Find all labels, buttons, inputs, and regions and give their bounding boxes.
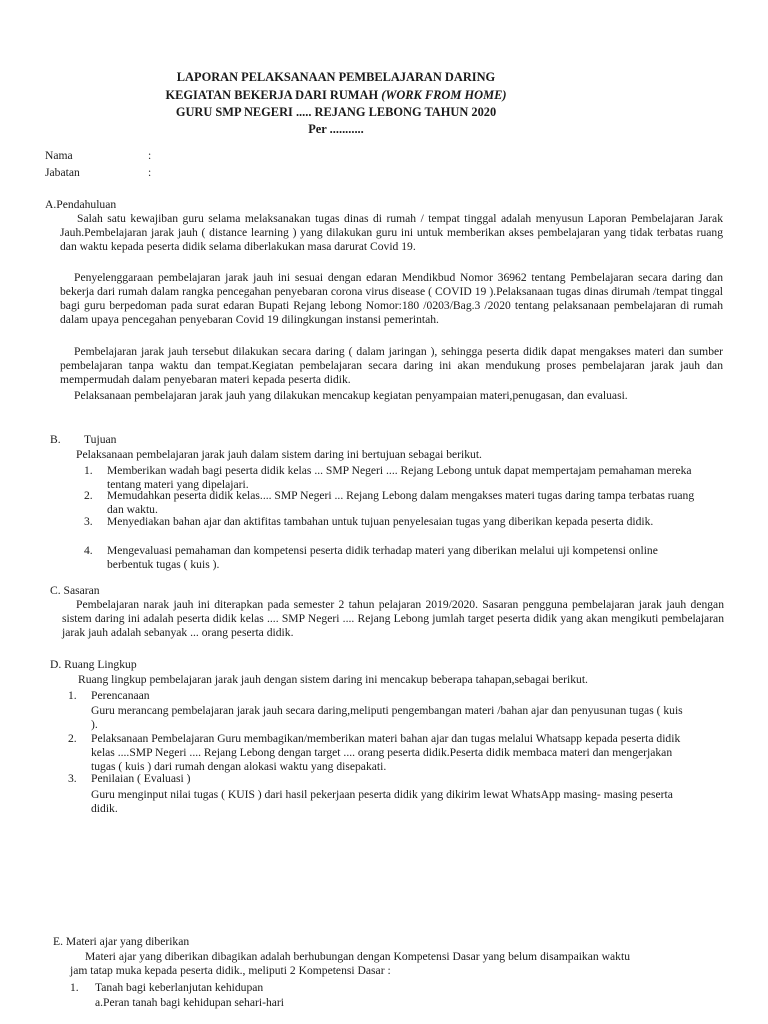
section-e-paragraph: Materi ajar yang diberikan dibagikan adalah berhubungan dengan Kompetensi Dasar yang belum disampaikan waktu jam tatap muka kepada peserta didik., meliputi 2 Kompetensi Dasar : [70,950,630,978]
section-e-heading: E. Materi ajar yang diberikan [53,935,190,948]
lingkup-item-number: 2. [68,732,77,745]
title-line-3: GURU SMP NEGERI ..... REJANG LEBONG TAHUN 2020 [175,105,497,119]
section-d-intro: Ruang lingkup pembelajaran jarak jauh dengan sistem daring ini mencakup beberapa tahapan,sebagai berikut. [78,673,588,686]
title-line-4: Per ........... [308,122,364,136]
lingkup-item-text: Guru merancang pembelajaran jarak jauh secara daring,meliputi pengembangan materi /bahan ajar dan penyusunan tugas ( kuis ). [91,704,683,732]
tujuan-item-number: 1. [84,464,93,477]
materi-subitem-text: a.Peran tanah bagi kehidupan sehari-hari [95,996,284,1009]
lingkup-item-title: Penilaian ( Evaluasi ) [91,772,191,785]
section-a-heading: A.Pendahuluan [45,198,117,211]
lingkup-item-text: Guru menginput nilai tugas ( KUIS ) dari hasil pekerjaan peserta didik yang dikirim lewat WhatsApp masing- masing peserta didik. [91,788,673,816]
section-d-heading: D. Ruang Lingkup [50,658,137,671]
tujuan-item-text: Mengevaluasi pemahaman dan kompetensi peserta didik terhadap materi yang diberikan melalui uji kompetensi online berbentuk tugas ( kuis ). [107,544,658,572]
tujuan-item-number: 3. [84,515,93,528]
section-c-paragraph: Pembelajaran narak jauh ini diterapkan pada semester 2 tahun pelajaran 2019/2020. Sasaran pengguna pembelajaran jarak jauh dengan sistem daring ini adalah peserta didik kelas .... SMP Negeri .... Rejang Lebong jumlah target peserta didik yang akan mengikuti pembelajaran jarak jauh adalah sebanyak ... orang peserta didik. [62,598,724,640]
tujuan-item-text: Memberikan wadah bagi peserta didik kelas ... SMP Negeri .... Rejang Lebong untuk dapat mempertajam pemahaman mereka tentang materi yang dipelajari. [107,464,692,492]
section-a-paragraph-4: Pelaksanaan pembelajaran jarak jauh yang dilakukan mencakup kegiatan penyampaian materi,penugasan, dan evaluasi. [74,389,628,402]
lingkup-item-number: 1. [68,689,77,702]
materi-item-number: 1. [70,981,79,994]
section-a-paragraph-2: Penyelenggaraan pembelajaran jarak jauh ini sesuai dengan edaran Mendikbud Nomor 36962 tentang Pembelajaran secara daring dan bekerja dari rumah dalam rangka pencegahan penyebaran corona virus disease ( COVID 19 ).Pelaksanaan tugas dinas dirumah /tempat tinggal bagi guru berpedoman pada surat edaran Bupati Rejang lebong Nomor:180 /0203/Bag.3 /2020 tentang pelaksanaan pembelajaran di rumah dalam upaya pencegahan penyebaran Covid 19 dilingkungan instansi pemerintah. [60,271,723,327]
field-label-nama: Nama [45,149,73,162]
lingkup-item-number: 3. [68,772,77,785]
title-line-1: LAPORAN PELAKSANAAN PEMBELAJARAN DARING [176,70,496,84]
section-a-paragraph-3: Pembelajaran jarak jauh tersebut dilakukan secara daring ( dalam jaringan ), sehingga peserta didik dapat mengakses materi dan sumber pembelajaran tanpa waktu dan tempat.Kegiatan pembelajaran secara daring ini akan mendukung proses pembelajaran jarak jauh dan mempermudah dalam penyebaran materi kepada peserta didik. [60,345,723,387]
field-colon-jabatan: : [148,166,152,179]
section-b-letter: B. [50,433,61,446]
section-b-heading: Tujuan [84,433,117,446]
tujuan-item-text: Menyediakan bahan ajar dan aktifitas tambahan untuk tujuan penyelesaian tugas yang diberikan kepada peserta didik. [107,515,654,528]
tujuan-item-text: Memudahkan peserta didik kelas.... SMP Negeri ... Rejang Lebong dalam mengakses materi tugas daring tampa terbatas ruang dan waktu. [107,489,695,517]
section-a-paragraph-1: Salah satu kewajiban guru selama melaksanakan tugas dinas di rumah / tempat tinggal adalah menyusun Laporan Pembelajaran Jarak Jauh.Pembelajaran jarak jauh ( distance learning ) yang dilakukan guru ini untuk memberikan akses pembelajaran yang tidak terbatas ruang dan waktu kepada peserta didik selama diberlakukan masa darurat Covid 19. [60,212,723,254]
lingkup-item-text: Pelaksanaan Pembelajaran Guru membagikan/memberikan materi bahan ajar dan tugas melalui Whatsapp kepada peserta didik kelas ....SMP Negeri .... Rejang Lebong dengan target .... orang peserta didik.Peserta didik membaca materi dan mengerjakan tugas ( kuis ) dari rumah dengan alokasi waktu yang disepakati. [91,732,681,774]
lingkup-item-title: Perencanaan [91,689,150,702]
title-line-2 [0,88,672,103]
field-label-jabatan: Jabatan [45,166,80,179]
tujuan-item-number: 2. [84,489,93,502]
field-colon-nama: : [148,149,152,162]
title-line-2-italic: (WORK FROM HOME) [381,88,507,102]
section-c-heading: C. Sasaran [50,584,100,597]
tujuan-item-number: 4. [84,544,93,557]
section-b-intro: Pelaksanaan pembelajaran jarak jauh dalam sistem daring ini bertujuan sebagai berikut. [76,448,482,461]
title-line-2-main: KEGIATAN BEKERJA DARI RUMAH [165,88,382,102]
materi-item-text: Tanah bagi keberlanjutan kehidupan [95,981,264,994]
